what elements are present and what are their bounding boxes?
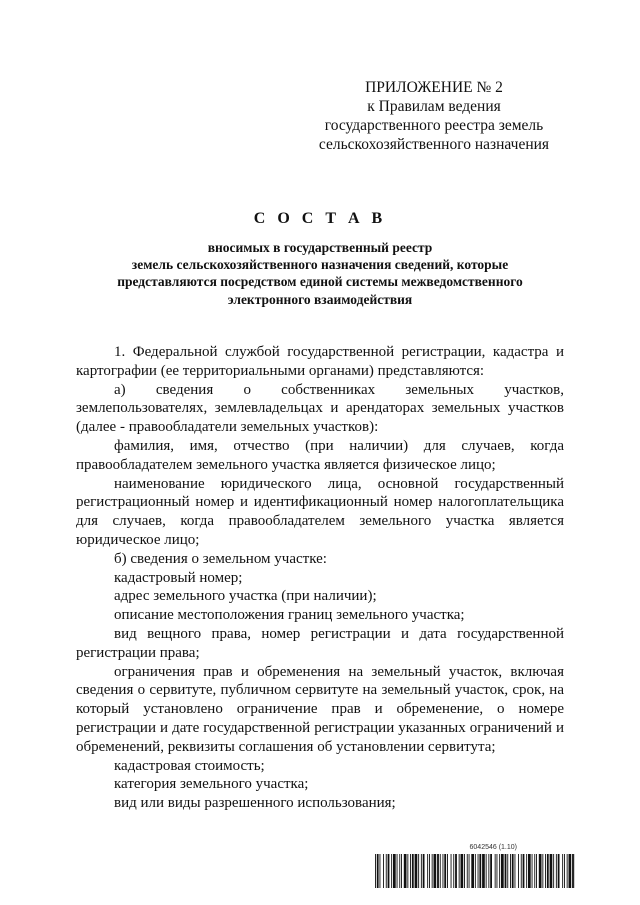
list-item-restrictions: ограничения прав и обременения на земельный участок, включая сведения о сервитуте, публичном сервитуте на земельный участок, срок, на который установлено ограничение прав и обременение, о номере регистрации и дате государственной регистрации указанных ограничений и обременений, реквизиты соглашения об установлении сервитута; <box>76 663 564 755</box>
subtitle-line-2: земель сельскохозяйственного назначения сведений, которые <box>131 257 509 273</box>
list-item-property-right: вид вещного права, номер регистрации и дата государственной регистрации права; <box>76 625 564 661</box>
barcode-number: 6042546 (1.10) <box>469 844 517 851</box>
document-subtitle <box>58 239 582 308</box>
paragraph-land-plot-heading: б) сведения о земельном участке: <box>114 550 327 567</box>
appendix-reference-line-3: сельскохозяйственного назначения <box>318 136 550 153</box>
list-item-cadastral-value: кадастровая стоимость; <box>114 757 265 774</box>
appendix-reference-line-1: к Правилам ведения <box>367 98 501 115</box>
appendix-reference-line-2: государственного реестра земель <box>324 117 544 134</box>
document-body <box>76 343 564 813</box>
barcode-block <box>375 844 575 890</box>
list-item-permitted-use: вид или виды разрешенного использования; <box>114 795 396 812</box>
appendix-header <box>304 78 564 154</box>
subtitle-line-3: представляются посредством единой системы межведомственного <box>117 274 523 290</box>
list-item-boundaries: описание местоположения границ земельного участка; <box>114 607 465 624</box>
paragraph-owners-heading: а) сведения о собственниках земельных участков, землепользователях, землевладельцах и арендаторах земельных участков (далее - правообладатели земельных участков): <box>76 381 564 436</box>
document-title: С О С Т А В <box>253 210 387 227</box>
list-item-land-category: категория земельного участка; <box>114 776 309 793</box>
paragraph-individual-owner: фамилия, имя, отчество (при наличии) для случаев, когда правообладателем земельного участка является физическое лицо; <box>76 437 564 473</box>
list-item-address: адрес земельного участка (при наличии); <box>114 588 377 605</box>
subtitle-line-4: электронного взаимодействия <box>227 291 413 307</box>
paragraph-rosreestr-intro: 1. Федеральной службой государственной регистрации, кадастра и картографии (ее территориальными органами) представляются: <box>76 344 564 379</box>
list-item-cadastral-number: кадастровый номер; <box>114 569 243 586</box>
paragraph-legal-entity-owner: наименование юридического лица, основной государственный регистрационный номер и идентификационный номер налогоплательщика для случаев, когда правообладателем земельного участка является юридическое лицо; <box>76 475 564 548</box>
appendix-number: ПРИЛОЖЕНИЕ № 2 <box>365 79 503 96</box>
subtitle-line-1: вносимых в государственный реестр <box>207 240 433 255</box>
barcode-bars <box>375 854 575 888</box>
